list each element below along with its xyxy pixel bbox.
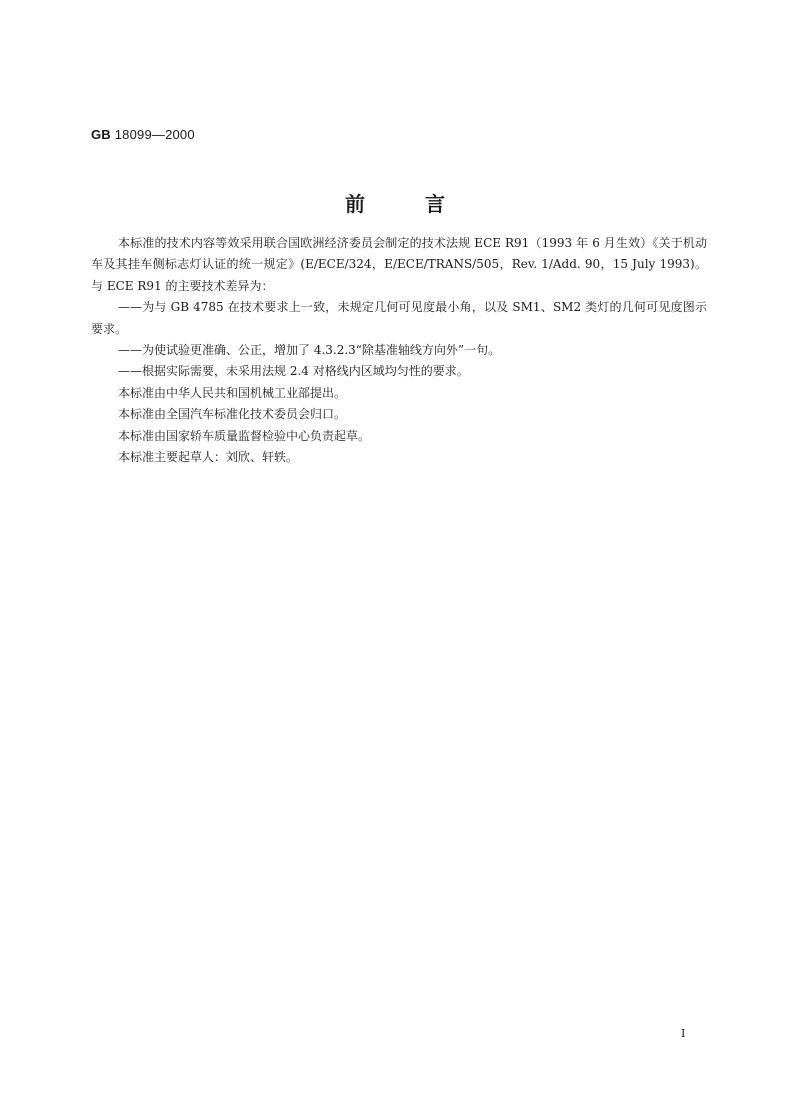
paragraph-proposed-by: 本标准由中华人民共和国机械工业部提出。 <box>118 385 347 400</box>
title-char-1: 前 <box>345 192 367 216</box>
paragraph-difference-3: ——根据实际需要，未采用法规 2.4 对格线内区域均匀性的要求。 <box>118 364 469 379</box>
standard-prefix: GB <box>91 127 111 142</box>
paragraph-intro: 本标准的技术内容等效采用联合国欧洲经济委员会制定的技术法规 ECE R91（1993 年 6 月生效）《关于机动车及其挂车侧标志灯认证的统一规定》(E/ECE/324，E/ECE/TRANS/505，Rev. 1/Add. 90，15 July 1993)。与 ECE R91 的主要技术差异为： <box>91 236 707 293</box>
title-char-2: 言 <box>425 192 447 216</box>
standard-number: 18099—2000 <box>114 127 195 142</box>
foreword-body <box>91 233 707 468</box>
paragraph-difference-1: ——为与 GB 4785 在技术要求上一致，未规定几何可见度最小角，以及 SM1、SM2 类灯的几何可见度图示要求。 <box>91 300 707 336</box>
page-title <box>0 188 792 217</box>
paragraph-main-drafters: 本标准主要起草人：刘欣、轩轶。 <box>118 450 299 465</box>
paragraph-difference-2: ——为使试验更准确、公正，增加了 4.3.2.3“除基准轴线方向外”一句。 <box>118 343 501 358</box>
page-number: I <box>681 1027 686 1040</box>
paragraph-centralized-by: 本标准由全国汽车标准化技术委员会归口。 <box>118 407 347 422</box>
paragraph-drafted-by: 本标准由国家轿车质量监督检验中心负责起草。 <box>118 428 371 443</box>
standard-code <box>91 127 195 142</box>
